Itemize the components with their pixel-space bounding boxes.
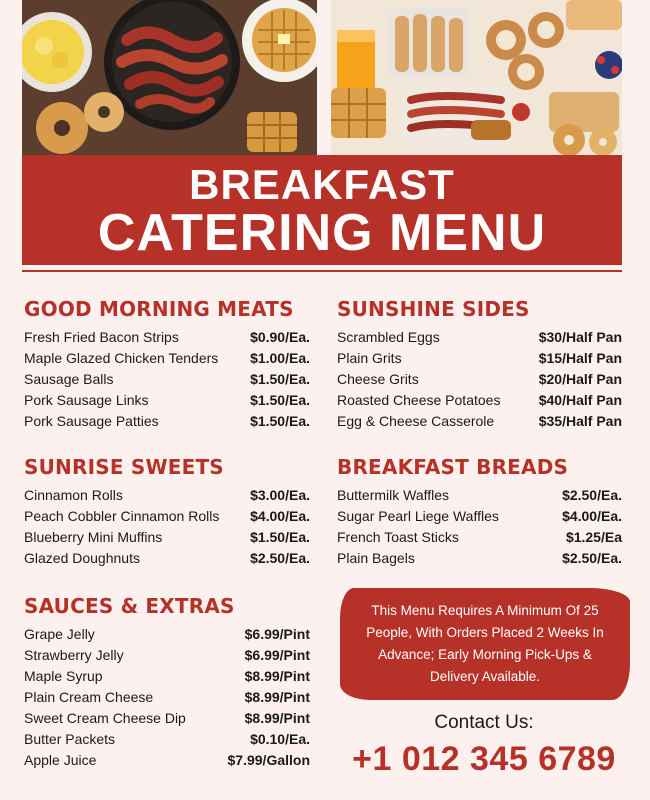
menu-item xyxy=(24,348,310,369)
menu-item xyxy=(24,369,310,390)
item-price: $0.90/Ea. xyxy=(250,329,310,345)
item-price: $1.00/Ea. xyxy=(250,350,310,366)
menu-item xyxy=(337,348,622,369)
menu-item xyxy=(24,750,310,771)
item-price: $1.25/Ea xyxy=(565,529,622,545)
menu-list xyxy=(337,327,622,432)
item-name: Grape Jelly xyxy=(24,626,95,642)
section-breads xyxy=(337,453,622,569)
contact-label: Contact Us: xyxy=(434,712,534,733)
menu-item xyxy=(24,645,310,666)
item-name: Cinnamon Rolls xyxy=(24,487,123,503)
item-price: $1.50/Ea. xyxy=(250,529,310,545)
item-price: $6.99/Pint xyxy=(244,626,310,642)
item-price: $1.50/Ea. xyxy=(250,413,310,429)
item-name: Plain Cream Cheese xyxy=(24,689,154,705)
item-name: Blueberry Mini Muffins xyxy=(24,529,163,545)
notice-text: This Menu Requires A Minimum Of 25 People, With Orders Placed 2 Weeks In Advance; Early Morning Pick-Ups & Delivery Available. xyxy=(366,603,604,684)
section-meats xyxy=(24,295,310,432)
menu-list xyxy=(337,485,622,569)
menu-item xyxy=(24,729,310,750)
item-name: Plain Bagels xyxy=(337,550,415,566)
item-price: $3.00/Ea. xyxy=(250,487,310,503)
menu-item xyxy=(24,327,310,348)
item-price: $40/Half Pan xyxy=(538,392,622,408)
menu-item xyxy=(337,506,622,527)
item-name: French Toast Sticks xyxy=(337,529,459,545)
item-name: Maple Glazed Chicken Tenders xyxy=(24,350,219,366)
item-name: Apple Juice xyxy=(24,752,97,768)
menu-list xyxy=(24,327,310,432)
menu-item xyxy=(24,548,310,569)
breakfast-photo-skillet xyxy=(22,0,317,155)
item-price: $6.99/Pint xyxy=(244,647,310,663)
section-title: SUNRISE SWEETS xyxy=(24,455,224,479)
item-price: $4.00/Ea. xyxy=(250,508,310,524)
menu-item xyxy=(24,624,310,645)
item-name: Egg & Cheese Casserole xyxy=(337,413,495,429)
menu-item xyxy=(24,506,310,527)
menu-item xyxy=(24,527,310,548)
menu-item xyxy=(337,411,622,432)
title-line-1: BREAKFAST xyxy=(189,161,455,208)
item-name: Fresh Fried Bacon Strips xyxy=(24,329,179,345)
item-price: $15/Half Pan xyxy=(538,350,622,366)
menu-list xyxy=(24,485,310,569)
menu-item xyxy=(337,369,622,390)
item-price: $2.50/Ea. xyxy=(250,550,310,566)
item-name: Peach Cobbler Cinnamon Rolls xyxy=(24,508,220,524)
title-line-2: CATERING MENU xyxy=(97,204,547,262)
menu-item xyxy=(24,485,310,506)
menu-item xyxy=(24,708,310,729)
item-price: $1.50/Ea. xyxy=(250,371,310,387)
item-name: Scrambled Eggs xyxy=(337,329,440,345)
breakfast-photo-spread xyxy=(331,0,622,155)
menu-item xyxy=(337,527,622,548)
item-price: $2.50/Ea. xyxy=(562,550,622,566)
menu-item xyxy=(337,390,622,411)
menu-list xyxy=(24,624,310,771)
menu-item xyxy=(24,666,310,687)
item-price: $0.10/Ea. xyxy=(250,731,310,747)
section-title: GOOD MORNING MEATS xyxy=(24,297,294,321)
item-name: Glazed Doughnuts xyxy=(24,550,140,566)
menu-item xyxy=(24,411,310,432)
item-name: Buttermilk Waffles xyxy=(337,487,450,503)
item-price: $2.50/Ea. xyxy=(562,487,622,503)
item-price: $35/Half Pan xyxy=(538,413,622,429)
item-name: Roasted Cheese Potatoes xyxy=(337,392,501,408)
item-name: Plain Grits xyxy=(337,350,402,366)
item-price: $8.99/Pint xyxy=(244,710,310,726)
item-name: Cheese Grits xyxy=(337,371,419,387)
item-name: Sausage Balls xyxy=(24,371,114,387)
contact-phone[interactable]: +1 012 345 6789 xyxy=(352,740,616,778)
item-name: Sugar Pearl Liege Waffles xyxy=(337,508,499,524)
item-price: $8.99/Pint xyxy=(244,668,310,684)
title-banner xyxy=(22,155,622,265)
menu-item xyxy=(24,390,310,411)
item-price: $20/Half Pan xyxy=(538,371,622,387)
section-sides xyxy=(337,295,622,432)
item-price: $4.00/Ea. xyxy=(562,508,622,524)
divider xyxy=(22,270,622,272)
menu-item xyxy=(337,327,622,348)
section-title: BREAKFAST BREADS xyxy=(337,455,569,479)
item-name: Pork Sausage Links xyxy=(24,392,149,408)
item-name: Sweet Cream Cheese Dip xyxy=(24,710,186,726)
item-name: Butter Packets xyxy=(24,731,116,747)
section-title: SAUCES & EXTRAS xyxy=(24,594,235,618)
section-sauces xyxy=(24,592,310,771)
header-photos xyxy=(22,0,622,155)
menu-item xyxy=(337,485,622,506)
section-title: SUNSHINE SIDES xyxy=(337,297,530,321)
item-name: Maple Syrup xyxy=(24,668,103,684)
item-price: $8.99/Pint xyxy=(244,689,310,705)
item-name: Pork Sausage Patties xyxy=(24,413,159,429)
section-sweets xyxy=(24,453,310,569)
item-name: Strawberry Jelly xyxy=(24,647,124,663)
item-price: $1.50/Ea. xyxy=(250,392,310,408)
minimum-order-notice xyxy=(340,588,630,700)
item-price: $7.99/Gallon xyxy=(227,752,310,768)
menu-item xyxy=(24,687,310,708)
item-price: $30/Half Pan xyxy=(538,329,622,345)
menu-item xyxy=(337,548,622,569)
